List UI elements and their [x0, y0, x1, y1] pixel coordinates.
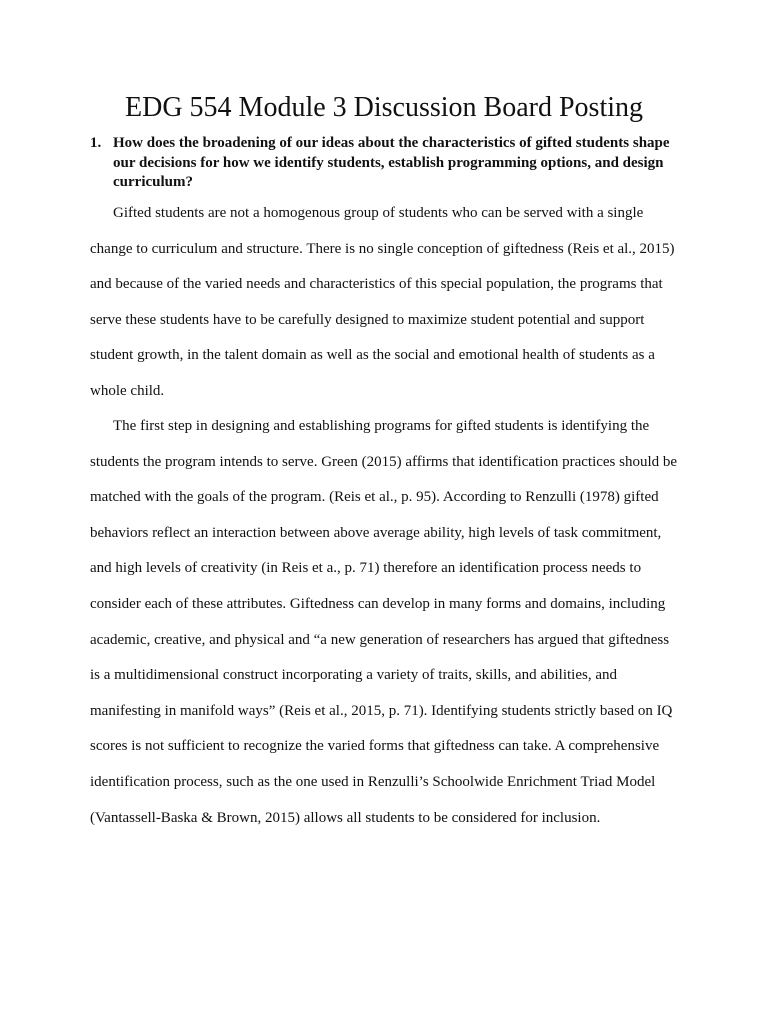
page-title: EDG 554 Module 3 Discussion Board Posting — [125, 92, 643, 123]
paragraph: The first step in designing and establishing programs for gifted students is identifying the students the program intends to serve. Green (2015) affirms that identification practices should be matched with the goals of the program. (Reis et al., p. 95). According to Renzulli (1978) gifted behaviors reflect an interaction between above average ability, high levels of task commitment, and high levels of creativity (in Reis et a., p. 71) therefore an identification process needs to consider each of these attributes. Giftedness can develop in many forms and domains, including academic, creative, and physical and “a new generation of researchers has argued that giftedness is a multidimensional construct incorporating a variety of traits, skills, and abilities, and manifesting in manifold ways” (Reis et al., 2015, p. 71). Identifying students strictly based on IQ scores is not sufficient to recognize the varied forms that giftedness can take. A comprehensive identification process, such as the one used in Renzulli’s Schoolwide Enrichment Triad Model (Vantassell-Baska & Brown, 2015) allows all students to be considered for inclusion. — [90, 418, 678, 826]
paragraph: Gifted students are not a homogenous group of students who can be served with a single change to curriculum and structure. There is no single conception of giftedness (Reis et al., 2015) and because of the varied needs and characteristics of this special population, the programs that serve these students have to be carefully designed to maximize student potential and support student growth, in the talent domain as well as the social and emotional health of students as a whole child. — [90, 205, 675, 399]
question-number: 1. — [90, 135, 102, 151]
question-text: How does the broadening of our ideas about the characteristics of gifted students shape our decisions for how we identify students, establish programming options, and design curriculum? — [113, 135, 670, 190]
